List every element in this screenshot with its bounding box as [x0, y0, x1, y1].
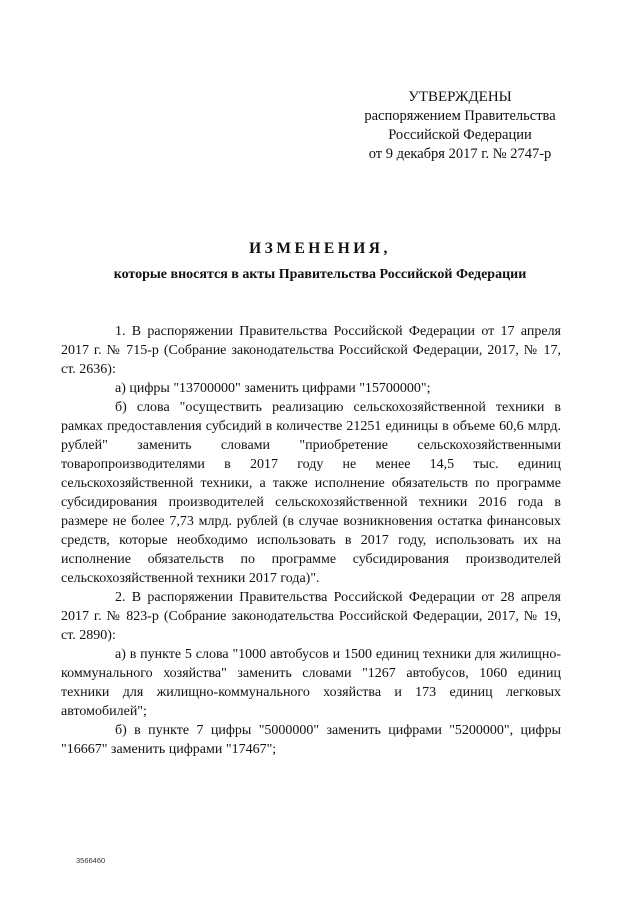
approval-stamp: [330, 88, 590, 164]
document-subtitle: которые вносятся в акты Правительства Российской Федерации: [113, 267, 527, 282]
paragraph: а) цифры "13700000" заменить цифрами "15700000";: [115, 381, 431, 396]
paragraph: а) в пункте 5 слова "1000 автобусов и 1500 единиц техники для жилищно-коммунального хозяйства" заменить словами "1267 автобусов, 1060 единиц техники для жилищно-коммунального хозяйства и 173 единиц легковых автомобилей";: [61, 647, 561, 719]
document-body: [61, 322, 561, 759]
paragraph: б) в пункте 7 цифры "5000000" заменить цифрами "5200000", цифры "16667" заменить цифрами "17467";: [61, 723, 561, 757]
paragraph: б) слова "осуществить реализацию сельскохозяйственной техники в рамках предоставления субсидий в количестве 21251 единицы в объеме 60,6 млрд. рублей" заменить словами "приобретение сельскохозяйственными товаропроизводителями в 2017 году не менее 14,5 тыс. единиц сельскохозяйственной техники, а также исполнение обязательств по программе субсидирования производителей сельскохозяйственной техники 2016 года в размере не более 7,73 млрд. рублей (в случае возникновения остатка финансовых средств, которые необходимо использовать в 2017 году, использовать их на исполнение обязательств по программе субсидирования производителей сельскохозяйственной техники 2017 года)".: [61, 400, 561, 586]
document-number: 3566460: [76, 856, 106, 865]
approval-line: Российской Федерации: [388, 127, 532, 143]
document-title: ИЗМЕНЕНИЯ,: [249, 240, 391, 257]
approval-heading: УТВЕРЖДЕНЫ: [408, 89, 512, 105]
approval-line: распоряжением Правительства: [364, 108, 556, 124]
paragraph: 2. В распоряжении Правительства Российской Федерации от 28 апреля 2017 г. № 823-р (Собрание законодательства Российской Федерации, 2017, № 19, ст. 2890):: [61, 590, 561, 643]
paragraph: 1. В распоряжении Правительства Российской Федерации от 17 апреля 2017 г. № 715-р (Собрание законодательства Российской Федерации, 2017, № 17, ст. 2636):: [61, 324, 561, 377]
approval-date: от 9 декабря 2017 г. № 2747-р: [368, 146, 552, 162]
